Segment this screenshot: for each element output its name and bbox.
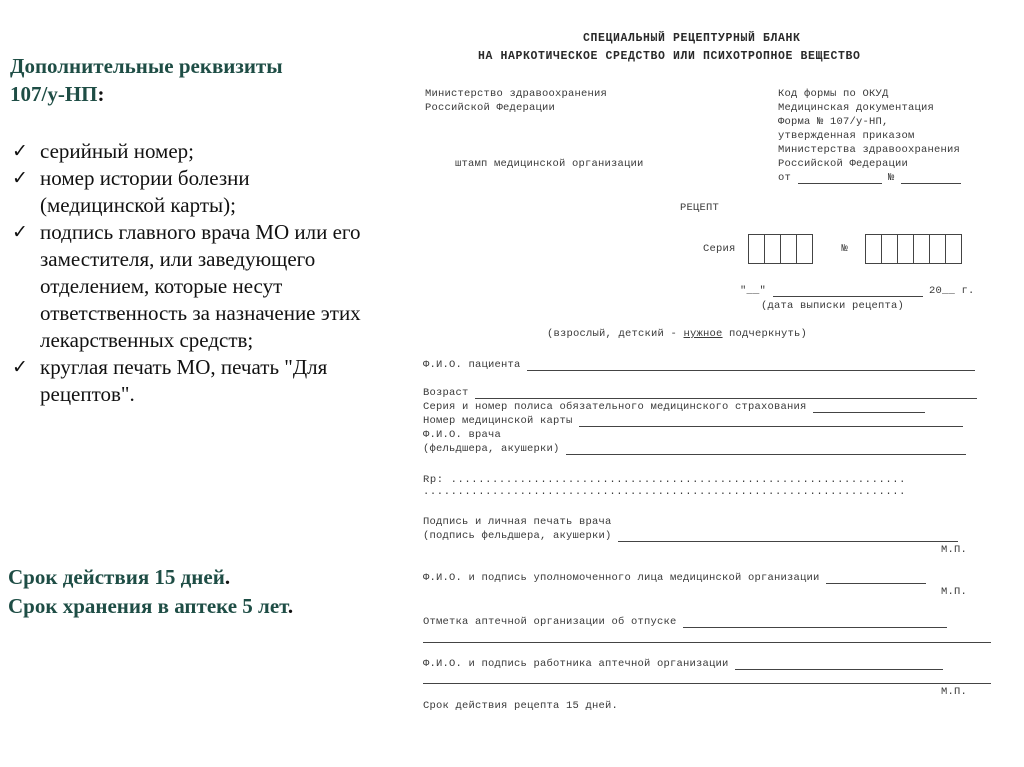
- signature-row: [423, 530, 958, 542]
- pharmacy-mark-row: [423, 616, 947, 628]
- form-title-2: НА НАРКОТИЧЕСКОЕ СРЕДСТВО ИЛИ ПСИХОТРОПНОЕ ВЕЩЕСТВО: [478, 50, 861, 63]
- validity-period-1: .: [224, 565, 231, 589]
- stamp-mark-1: М.П.: [941, 544, 968, 556]
- stamp-mark-3: М.П.: [941, 686, 968, 698]
- series-box: [764, 234, 780, 264]
- okud-date-line: [778, 172, 961, 184]
- checkmark-icon: ✓: [12, 141, 28, 162]
- validity-block: [8, 563, 408, 621]
- recipe-title: РЕЦЕПТ: [680, 202, 720, 214]
- okud-line: утвержденная приказом: [778, 130, 915, 142]
- list-item: [10, 165, 400, 219]
- signature-label: Подпись и личная печать врача: [423, 516, 612, 528]
- age-underlined: нужное: [683, 328, 723, 340]
- series-box: [780, 234, 796, 264]
- number-boxes: [865, 234, 962, 264]
- age-blank: [475, 387, 977, 399]
- number-box: [929, 234, 945, 264]
- policy-label: Серия и номер полиса обязательного медицинского страхования: [423, 401, 807, 413]
- age-pre: (взрослый, детский -: [547, 328, 684, 340]
- pharmacy-worker-row: [423, 658, 943, 670]
- card-number-blank: [579, 415, 963, 427]
- number-box: [945, 234, 961, 264]
- pharmacy-mark-label: Отметка аптечной организации об отпуске: [423, 616, 677, 628]
- signature-sub: (подпись фельдшера, акушерки): [423, 530, 612, 542]
- pharmacy-worker-blank: [735, 658, 943, 670]
- list-item: [10, 354, 400, 408]
- number-label: №: [841, 243, 849, 255]
- form-title-1: СПЕЦИАЛЬНЫЙ РЕЦЕПТУРНЫЙ БЛАНК: [583, 32, 801, 45]
- number-box: [913, 234, 929, 264]
- number-box: [897, 234, 913, 264]
- list-item-text: номер истории болезни (медицинской карты);: [40, 166, 250, 217]
- ministry-line2: Российской Федерации: [425, 102, 556, 114]
- patient-name-blank: [527, 359, 975, 371]
- number-box: [865, 234, 881, 264]
- checkmark-icon: ✓: [12, 357, 28, 378]
- list-item-text: подпись главного врача МО или его заместителя, или заведующего отделением, которые несут ответственность за назначение этих лекарственных средств;: [40, 220, 361, 352]
- series-boxes: [748, 234, 813, 264]
- rp-label: Rp:: [423, 474, 444, 486]
- rp-dots: ..................................................................: [450, 474, 907, 486]
- list-item: [10, 138, 400, 165]
- authorized-blank: [826, 572, 926, 584]
- card-number-row: [423, 415, 963, 427]
- patient-name-row: [423, 359, 975, 371]
- checkmark-icon: ✓: [12, 168, 28, 189]
- series-box: [748, 234, 764, 264]
- validity-line-1: [8, 563, 408, 592]
- age-label: Возраст: [423, 387, 469, 399]
- okud-number-blank: [901, 172, 961, 184]
- pharmacy-mark-blank: [683, 616, 947, 628]
- date-caption: (дата выписки рецепта): [761, 300, 905, 312]
- pharmacy-worker-label: Ф.И.О. и подпись работника аптечной организации: [423, 658, 729, 670]
- date-row: [740, 285, 975, 297]
- authorized-label: Ф.И.О. и подпись уполномоченного лица медицинской организации: [423, 572, 820, 584]
- signature-blank: [618, 530, 958, 542]
- requisites-heading: [10, 52, 400, 108]
- okud-line: Код формы по ОКУД: [778, 88, 889, 100]
- doctor-name-row: [423, 443, 966, 455]
- pharmacy-worker-line: [423, 683, 991, 684]
- heading-colon: :: [97, 82, 105, 106]
- okud-no: №: [888, 172, 895, 184]
- policy-row: [423, 401, 925, 413]
- doctor-name-sub: (фельдшера, акушерки): [423, 443, 560, 455]
- stamp-label: штамп медицинской организации: [455, 158, 644, 170]
- heading-line1: Дополнительные реквизиты: [10, 54, 283, 78]
- rp-row: [423, 474, 906, 486]
- pharmacy-mark-line: [423, 642, 991, 643]
- recipe-validity: Срок действия рецепта 15 дней.: [423, 700, 619, 712]
- date-year: 20__ г.: [929, 285, 975, 297]
- validity-line-2: [8, 592, 408, 621]
- okud-date-blank: [798, 172, 882, 184]
- list-item: [10, 219, 400, 354]
- requisites-list: [10, 138, 400, 408]
- list-item-text: круглая печать МО, печать "Для рецептов".: [40, 355, 328, 406]
- okud-line: Форма № 107/у-НП,: [778, 116, 889, 128]
- series-label: Серия: [703, 243, 736, 255]
- card-number-label: Номер медицинской карты: [423, 415, 573, 427]
- okud-line: Российской Федерации: [778, 158, 909, 170]
- checkmark-icon: ✓: [12, 222, 28, 243]
- okud-line: Министерства здравоохранения: [778, 144, 961, 156]
- heading-line2: 107/у-НП: [10, 82, 98, 106]
- okud-from: от: [778, 172, 792, 184]
- doctor-name-label: Ф.И.О. врача: [423, 429, 502, 441]
- validity-text-2: Срок хранения в аптеке 5 лет: [8, 594, 288, 618]
- age-category: [547, 328, 807, 340]
- age-post: подчеркнуть): [722, 328, 808, 340]
- validity-text-1: Срок действия 15 дней: [8, 565, 225, 589]
- date-blank: [773, 285, 923, 297]
- doctor-name-blank: [566, 443, 966, 455]
- requisites-panel: [10, 52, 400, 408]
- stamp-mark-2: М.П.: [941, 586, 968, 598]
- list-item-text: серийный номер;: [40, 139, 194, 163]
- series-box: [796, 234, 812, 264]
- prescription-form: [405, 18, 1005, 738]
- validity-period-2: .: [287, 594, 294, 618]
- date-day: "__": [740, 285, 767, 297]
- ministry-line1: Министерство здравоохранения: [425, 88, 608, 100]
- rp-dots-2: ......................................................................: [423, 486, 907, 498]
- okud-line: Медицинская документация: [778, 102, 935, 114]
- patient-name-label: Ф.И.О. пациента: [423, 359, 521, 371]
- series-row: [703, 234, 962, 264]
- age-row: [423, 387, 977, 399]
- number-box: [881, 234, 897, 264]
- policy-blank: [813, 401, 925, 413]
- authorized-row: [423, 572, 926, 584]
